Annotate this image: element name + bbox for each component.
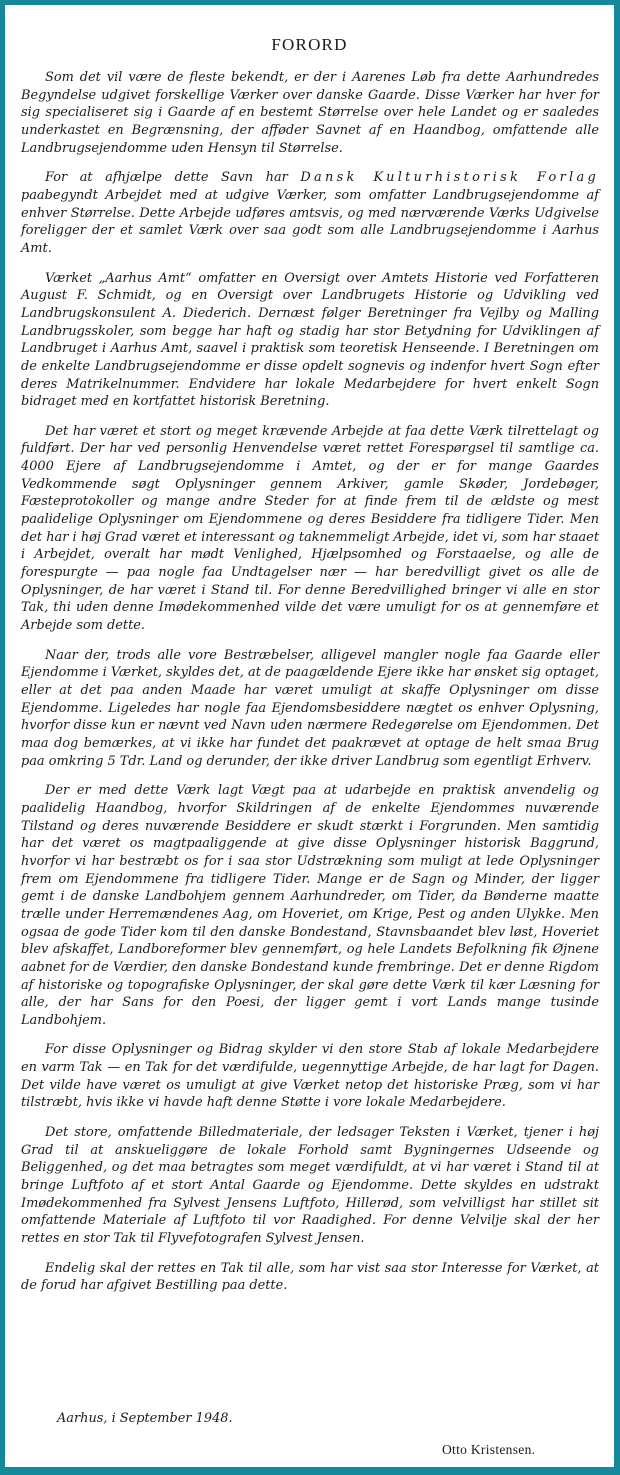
paragraph-6: Der er med dette Værk lagt Vægt paa at udarbejde en praktisk anvendelig og paalidelig Haandbog, hvorfor Skildringen af de enkelte Ejendommes nuværende Tilstand og deres nuværende Besiddere er skudt stærkt i Forgrunden. Men samtidig har det været os magtpaaliggende at give disse Oplysninger historisk Baggrund, hvorfor vi har bestræbt os for i saa stor Udstrækning som muligt at lede Oplysninger frem om Ejendommene fra tidligere Tider. Mange er de Sagn og Minder, der ligger gemt i de danske Landbohjem gennem Aarhundreder, om Tider, da Bønderne maatte trælle under Herremændenes Aag, om Hoveriet, om Krige, Pest og anden Ulykke. Men ogsaa de gode Tider kom til den danske Bondestand, Stavnsbaandet blev løst, Hoveriet blev afskaffet, Landboreformer blev gennemført, og hele Landets Befolkning fik Øjnene aabnet for de Værdier, den danske Bondestand kunde frembringe. Det er denne Rigdom af historiske og topografiske Oplysninger, der skal gøre dette Værk til kær Læsning for alle, der har Sans for den Poesi, der ligger gemt i vort Lands mange tusinde Landbohjem. (21, 783, 599, 1028)
signature: Otto Kristensen. (442, 1442, 536, 1457)
paragraph-7: For disse Oplysninger og Bidrag skylder vi den store Stab af lokale Medarbejdere en varm Tak — en Tak for det værdifulde, uegennyttige Arbejde, de har lagt for Dagen. Det vilde have været os umuligt at give Værket netop det historiske Præg, som vi har tilstræbt, hvis ikke vi havde haft denne Støtte i vore lokale Medarbejdere. (21, 1042, 599, 1111)
paragraph-4: Det har været et stort og meget krævende Arbejde at faa dette Værk tilrettelagt og fuldført. Der har ved personlig Henvendelse været rettet Forespørgsel til samtlige ca. 4000 Ejere af Landbrugsejendomme i Amtet, og der er for mange Gaardes Vedkommende søgt Oplysninger gennem Arkiver, gamle Skøder, Jordebøger, Fæsteprotokoller og mange andre Steder for at finde frem til de ældste og mest paalidelige Oplysninger om Ejendommene og deres Besiddere fra tidligere Tider. Men det har i høj Grad været et interessant og taknemmeligt Arbejde, idet vi, som har staaet i Arbejdet, overalt har mødt Venlighed, Hjælpsomhed og Forstaaelse, og alle de forespurgte — paa nogle faa Undtagelser nær — har beredvilligt givet os alle de Oplysninger, de har været i Stand til. For denne Beredvillighed bringer vi alle en stor Tak, thi uden denne Imødekommenhed vilde det være umuligt for os at gennemføre et Arbejde som dette. (21, 423, 599, 634)
paragraph-9: Endelig skal der rettes en Tak til alle, som har vist saa stor Interesse for Værket, at de forud har afgivet Bestilling paa dette. (21, 1260, 599, 1294)
dateline: Aarhus, i September 1948. (57, 1411, 233, 1426)
paragraph-8: Det store, omfattende Billedmateriale, der ledsager Teksten i Værket, tjener i høj Grad til at anskueliggøre de lokale Forhold samt Bygningernes Udseende og Beliggenhed, og det maa betragtes som meget værdifuldt, at vi har været i Stand til at bringe Luftfoto af et stort Antal Gaarde og Ejendomme. Dette skyldes en udstrakt Imødekommenhed fra Sylvest Jensens Luftfoto, Hillerød, som velvilligst har stillet sit omfattende Materiale af Luftfoto til vor Raadighed. For denne Velvilje skal der her rettes en stor Tak til Flyvefotografen Sylvest Jensen. (21, 1125, 599, 1247)
paragraph-2-rest: paabegyndt Arbejdet med at udgive Værker, som omfatter Landbrugsejendomme af enhver Størrelse. Dette Arbejde udføres amtsvis, og med nærværende Værks Udgivelse foreligger der et samlet Værk over saa godt som alle Landbrugsejendomme i Aarhus Amt. (21, 187, 599, 256)
paragraph-2-lead: For at afhjælpe dette Savn har (45, 170, 301, 186)
page-title: FORORD (271, 35, 348, 54)
publisher-name: Dansk Kulturhistorisk Forlag (300, 170, 599, 186)
document-page (5, 5, 614, 1467)
paragraph-3: Værket „Aarhus Amt“ omfatter en Oversigt over Amtets Historie ved Forfatteren August F. Schmidt, og en Oversigt over Landbrugets Historie og Udvikling ved Landbrugskonsulent A. Diederich. Dernæst følger Beretninger fra Vejlby og Malling Landbrugsskoler, som begge har haft og stadig har stor Betydning for Udviklingen af Landbruget i Aarhus Amt, saavel i praktisk som teoretisk Henseende. I Beretningen om de enkelte Landbrugsejendomme er disse opdelt sognevis og indenfor hvert Sogn efter deres Matrikelnummer. Endvidere har lokale Medarbejdere for hvert enkelt Sogn bidraget med en kortfattet historisk Beretning. (21, 270, 599, 410)
document-body (21, 69, 599, 1307)
paragraph-2 (21, 169, 599, 257)
paragraph-1: Som det vil være de fleste bekendt, er der i Aarenes Løb fra dette Aarhundredes Begyndelse udgivet forskellige Værker over danske Gaarde. Disse Værker har hver for sig specialiseret sig i Gaarde af en bestemt Størrelse over hele Landet og er saaledes underkastet en Begrænsning, der afføder Savnet af en Haandbog, omfattende alle Landbrugsejendomme uden Hensyn til Størrelse. (21, 70, 599, 156)
paragraph-5: Naar der, trods alle vore Bestræbelser, alligevel mangler nogle faa Gaarde eller Ejendomme i Værket, skyldes det, at de paagældende Ejere ikke har ønsket sig optaget, eller at det paa anden Maade har været umuligt at skaffe Oplysninger om disse Ejendomme. Ligeledes har nogle faa Ejendomsbesiddere nægtet os enhver Oplysning, hvorfor disse kun er nævnt ved Navn uden nærmere Redegørelse om Ejendommen. Det maa dog bemærkes, at vi ikke har fundet det paakrævet at optage de helt smaa Brug paa omkring 5 Tdr. Land og derunder, der ikke driver Landbrug som egentligt Erhverv. (21, 647, 599, 769)
